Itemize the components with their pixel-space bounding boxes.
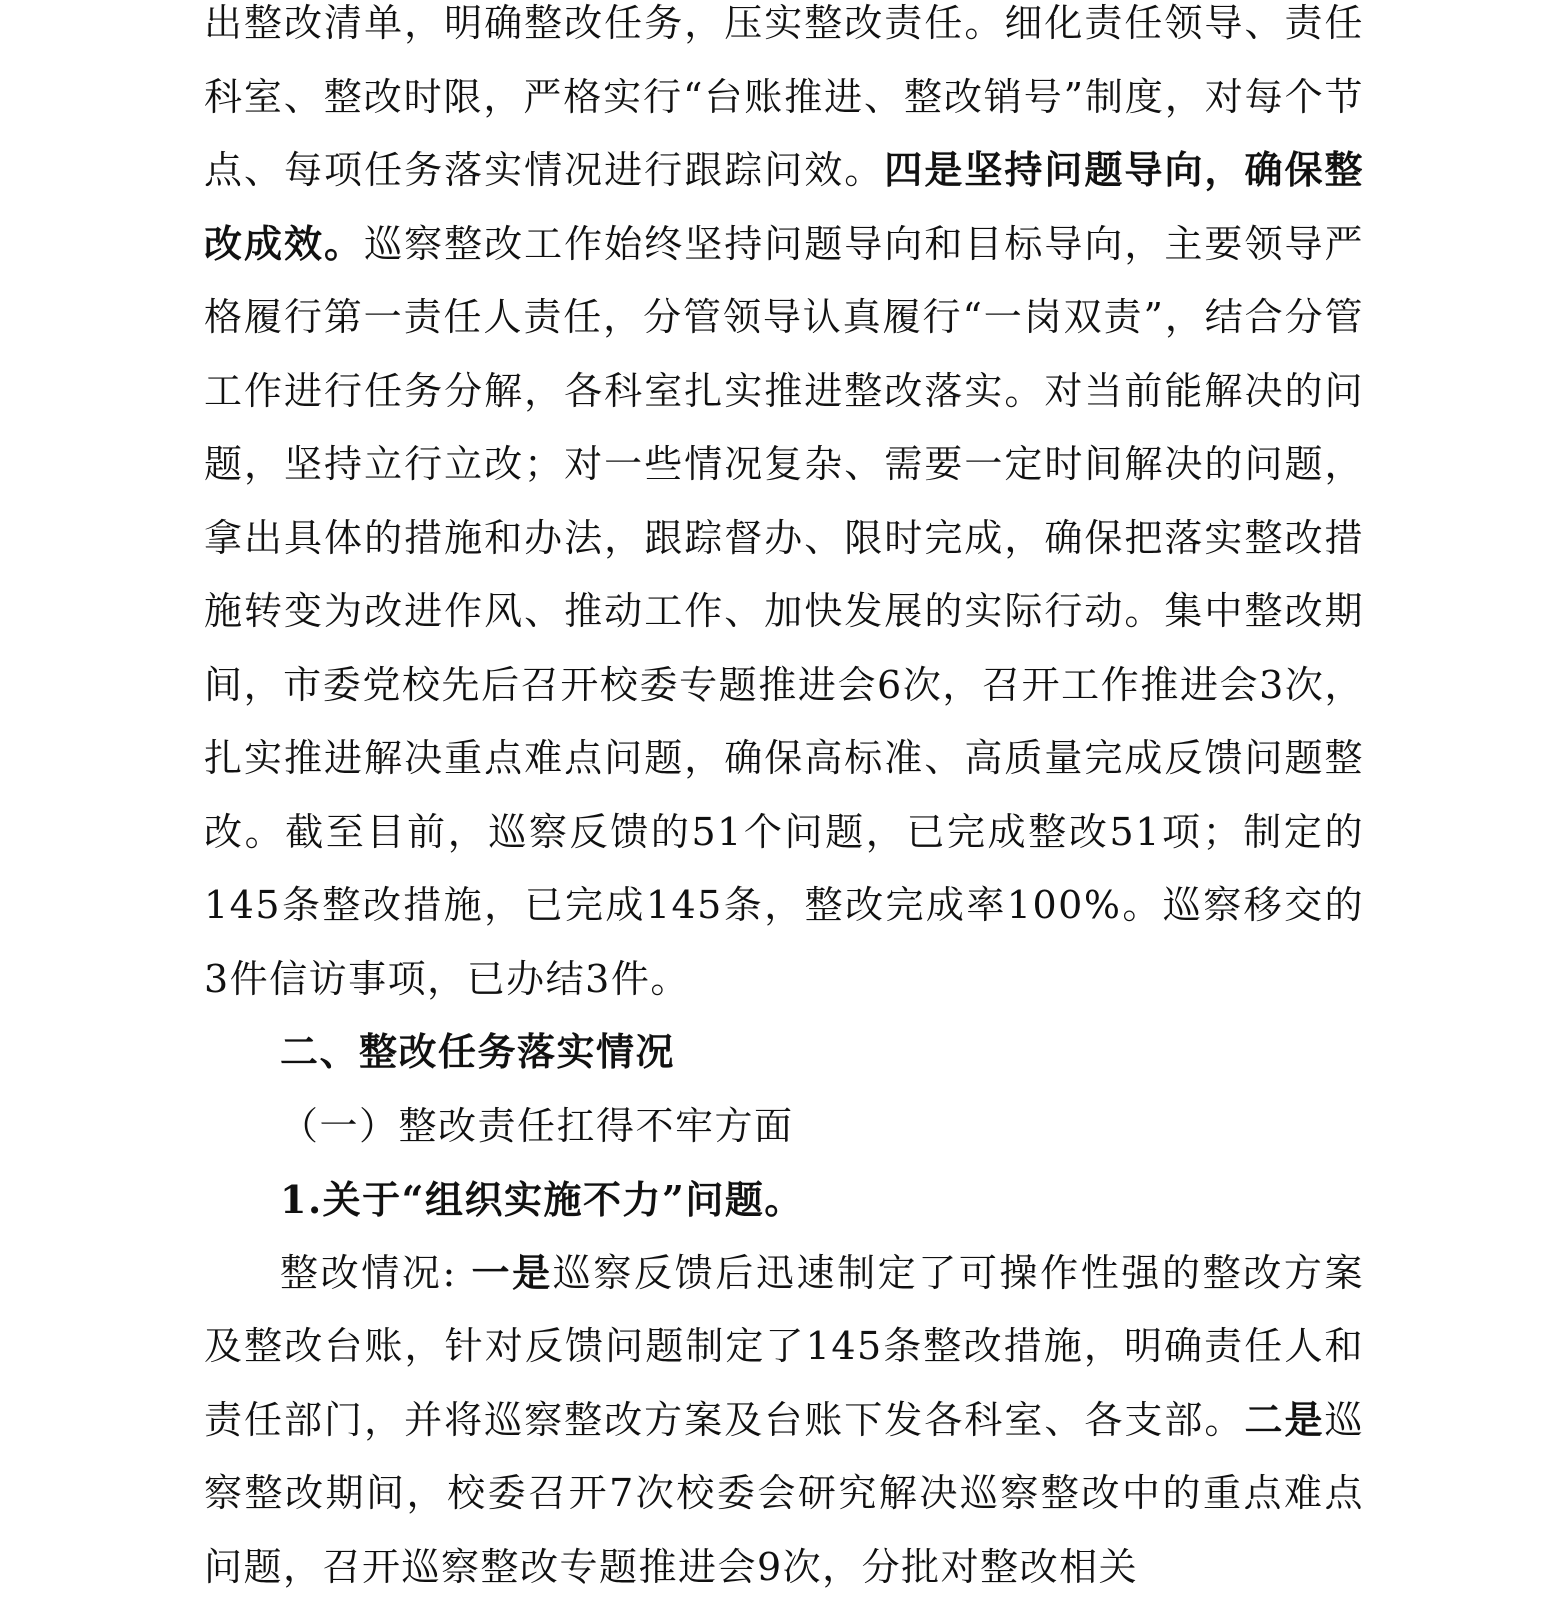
section-heading: 二、整改任务落实情况 <box>204 1016 1364 1090</box>
paragraph-text: 出整改清单，明确整改任务，压实整改责任。细化责任领导、责任科室、整改时限，严格实行“台账推进、整改销号”制度，对每个节点、每项任务落实情况进行跟踪问效。 <box>204 1 1364 192</box>
document-page <box>204 0 1364 1604</box>
bold-lead-phrase: 四是坚持问题导向，确保整改成效。 <box>204 148 1364 266</box>
bold-lead-phrase: 二是 <box>1244 1398 1324 1442</box>
bold-lead-phrase: 一是 <box>471 1251 552 1295</box>
paragraph-text: 巡察整改工作始终坚持问题导向和目标导向，主要领导严格履行第一责任人责任，分管领导认真履行“一岗双责”，结合分管工作进行任务分解，各科室扎实推进整改落实。对当前能解决的问题，坚持立行立改；对一些情况复杂、需要一定时间解决的问题，拿出具体的措施和办法，跟踪督办、限时完成，确保把落实整改措施转变为改进作风、推动工作、加快发展的实际行动。集中整改期间，市委党校先后召开校委专题推进会6次，召开工作推进会3次，扎实推进解决重点难点问题，确保高标准、高质量完成反馈问题整改。截至目前，巡察反馈的51个问题，已完成整改51项；制定的145条整改措施，已完成145条，整改完成率100%。巡察移交的3件信访事项，已办结3件。 <box>204 222 1364 1001</box>
body-paragraph <box>204 0 1364 1016</box>
item-heading: 1.关于“组织实施不力”问题。 <box>204 1163 1364 1237</box>
paragraph-text: 巡察反馈后迅速制定了可操作性强的整改方案及整改台账，针对反馈问题制定了145条整改措施，明确责任人和责任部门，并将巡察整改方案及台账下发各科室、各支部。 <box>204 1251 1364 1442</box>
subsection-heading: （一）整改责任扛得不牢方面 <box>204 1090 1364 1164</box>
body-paragraph <box>204 1237 1364 1604</box>
paragraph-text: 巡察整改期间，校委召开7次校委会研究解决巡察整改中的重点难点问题，召开巡察整改专题推进会9次，分批对整改相关 <box>204 1398 1364 1589</box>
paragraph-label: 整改情况: <box>280 1251 471 1295</box>
